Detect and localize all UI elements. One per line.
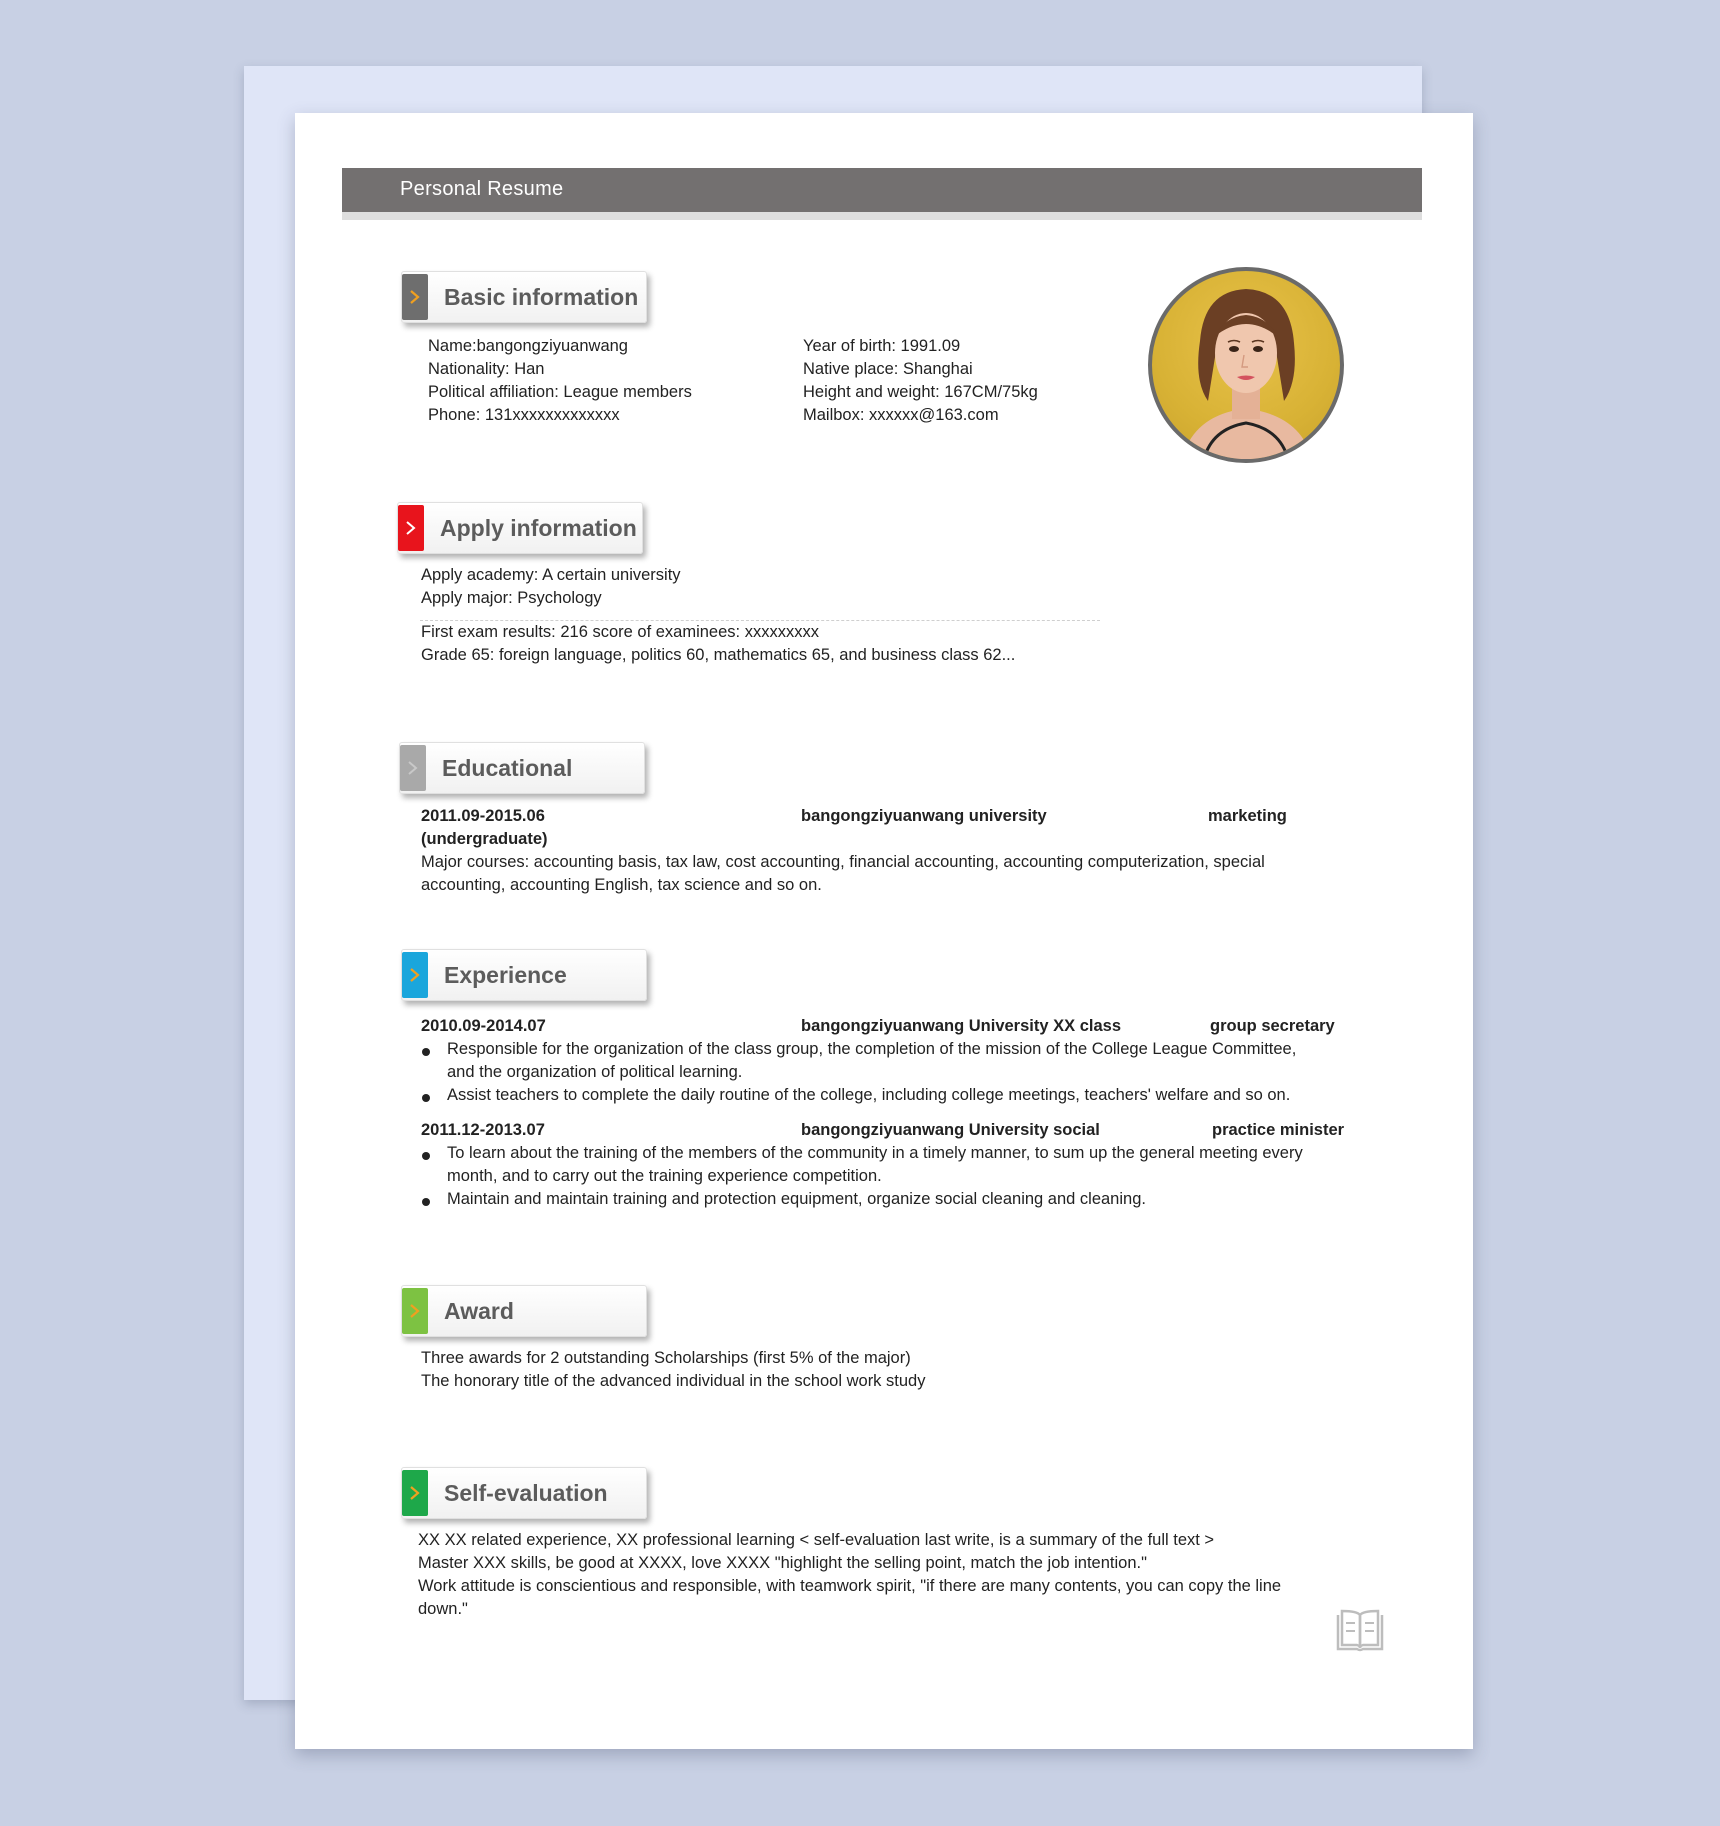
- resume-page: [295, 113, 1473, 1749]
- book-icon: [1335, 1607, 1385, 1653]
- apply-grades: Grade 65: foreign language, politics 60, mathematics 65, and business class 62...: [421, 646, 1016, 664]
- chevron-right-icon: [409, 967, 421, 983]
- bullet-dot: [422, 1048, 430, 1056]
- basic-native: Native place: Shanghai: [803, 360, 973, 378]
- self-eval-2: Master XXX skills, be good at XXXX, love XXXX "highlight the selling point, match the job intention.": [418, 1554, 1147, 1572]
- exp-2-org: bangongziyuanwang University social: [801, 1121, 1100, 1139]
- page-title: Personal Resume: [400, 178, 564, 200]
- exp-2-bullet-1: To learn about the training of the members of the community in a timely manner, to sum up the general meeting every month, and to carry out the training experience competition.: [447, 1144, 1303, 1186]
- exp-2-bullet-2: Maintain and maintain training and protection equipment, organize social cleaning and cleaning.: [447, 1190, 1146, 1208]
- section-tab-apply: [397, 502, 643, 554]
- basic-height-weight: Height and weight: 167CM/75kg: [803, 383, 1038, 401]
- chevron-right-icon: [409, 1303, 421, 1319]
- section-marker-educational: [400, 745, 426, 791]
- apply-major: Apply major: Psychology: [421, 589, 602, 607]
- edu-courses: Major courses: accounting basis, tax law, cost accounting, financial accounting, accounting computerization, special accounting, accounting English, tax science and so on.: [421, 853, 1265, 895]
- exp-1-bullet-2: Assist teachers to complete the daily routine of the college, including college meetings, teachers' welfare and so on.: [447, 1086, 1291, 1104]
- apply-exam-results: First exam results: 216 score of examinees: xxxxxxxxx: [421, 623, 819, 641]
- basic-political: Political affiliation: League members: [428, 383, 692, 401]
- basic-phone: Phone: 131xxxxxxxxxxxxx: [428, 406, 620, 424]
- award-2: The honorary title of the advanced individual in the school work study: [421, 1372, 926, 1390]
- edu-major: marketing: [1208, 807, 1287, 825]
- exp-1-period: 2010.09-2014.07: [421, 1017, 546, 1035]
- section-tab-educational: [399, 742, 645, 794]
- edu-period: 2011.09-2015.06: [421, 807, 545, 825]
- section-tab-basic: [401, 271, 647, 323]
- exp-2-role: practice minister: [1212, 1121, 1345, 1139]
- chevron-right-icon: [409, 289, 421, 305]
- portrait-illustration: [1152, 271, 1340, 459]
- section-label-self-evaluation: Self-evaluation: [444, 1480, 608, 1506]
- basic-birth: Year of birth: 1991.09: [803, 337, 961, 355]
- section-label-educational: Educational: [442, 755, 573, 781]
- exp-1-org: bangongziyuanwang University XX class: [801, 1017, 1122, 1035]
- title-bar: [342, 168, 1422, 220]
- bullet-dot: [422, 1152, 430, 1160]
- portrait-photo: [1148, 267, 1344, 463]
- edu-school: bangongziyuanwang university: [801, 807, 1047, 825]
- section-marker-basic: [402, 274, 428, 320]
- exp-2-period: 2011.12-2013.07: [421, 1121, 545, 1139]
- section-marker-experience: [402, 952, 428, 998]
- apply-academy: Apply academy: A certain university: [421, 566, 681, 584]
- chevron-right-icon: [409, 1485, 421, 1501]
- section-marker-apply: [398, 505, 424, 551]
- exp-1-bullet-1: Responsible for the organization of the class group, the completion of the mission of the College League Committee, and the organization of political learning.: [447, 1040, 1297, 1082]
- bullet-dot: [422, 1198, 430, 1206]
- chevron-right-icon: [407, 760, 419, 776]
- self-eval-1: XX XX related experience, XX professional learning < self-evaluation last write, is a summary of the full text >: [418, 1531, 1215, 1549]
- basic-nationality: Nationality: Han: [428, 360, 545, 378]
- basic-mailbox: Mailbox: xxxxxx@163.com: [803, 406, 999, 424]
- award-1: Three awards for 2 outstanding Scholarships (first 5% of the major): [421, 1349, 911, 1367]
- basic-name: Name:bangongziyuanwang: [428, 337, 628, 355]
- section-label-award: Award: [444, 1298, 514, 1324]
- edu-degree: (undergraduate): [421, 830, 548, 848]
- section-tab-experience: [401, 949, 647, 1001]
- section-tab-award: [401, 1285, 647, 1337]
- chevron-right-icon: [405, 520, 417, 536]
- self-eval-3: Work attitude is conscientious and responsible, with teamwork spirit, "if there are many contents, you can copy the line down.": [418, 1577, 1282, 1619]
- section-label-experience: Experience: [444, 962, 567, 988]
- exp-1-role: group secretary: [1210, 1017, 1335, 1035]
- section-marker-award: [402, 1288, 428, 1334]
- section-marker-self-evaluation: [402, 1470, 428, 1516]
- section-tab-self-evaluation: [401, 1467, 647, 1519]
- section-label-apply: Apply information: [440, 515, 637, 541]
- section-label-basic: Basic information: [444, 284, 639, 310]
- bullet-dot: [422, 1094, 430, 1102]
